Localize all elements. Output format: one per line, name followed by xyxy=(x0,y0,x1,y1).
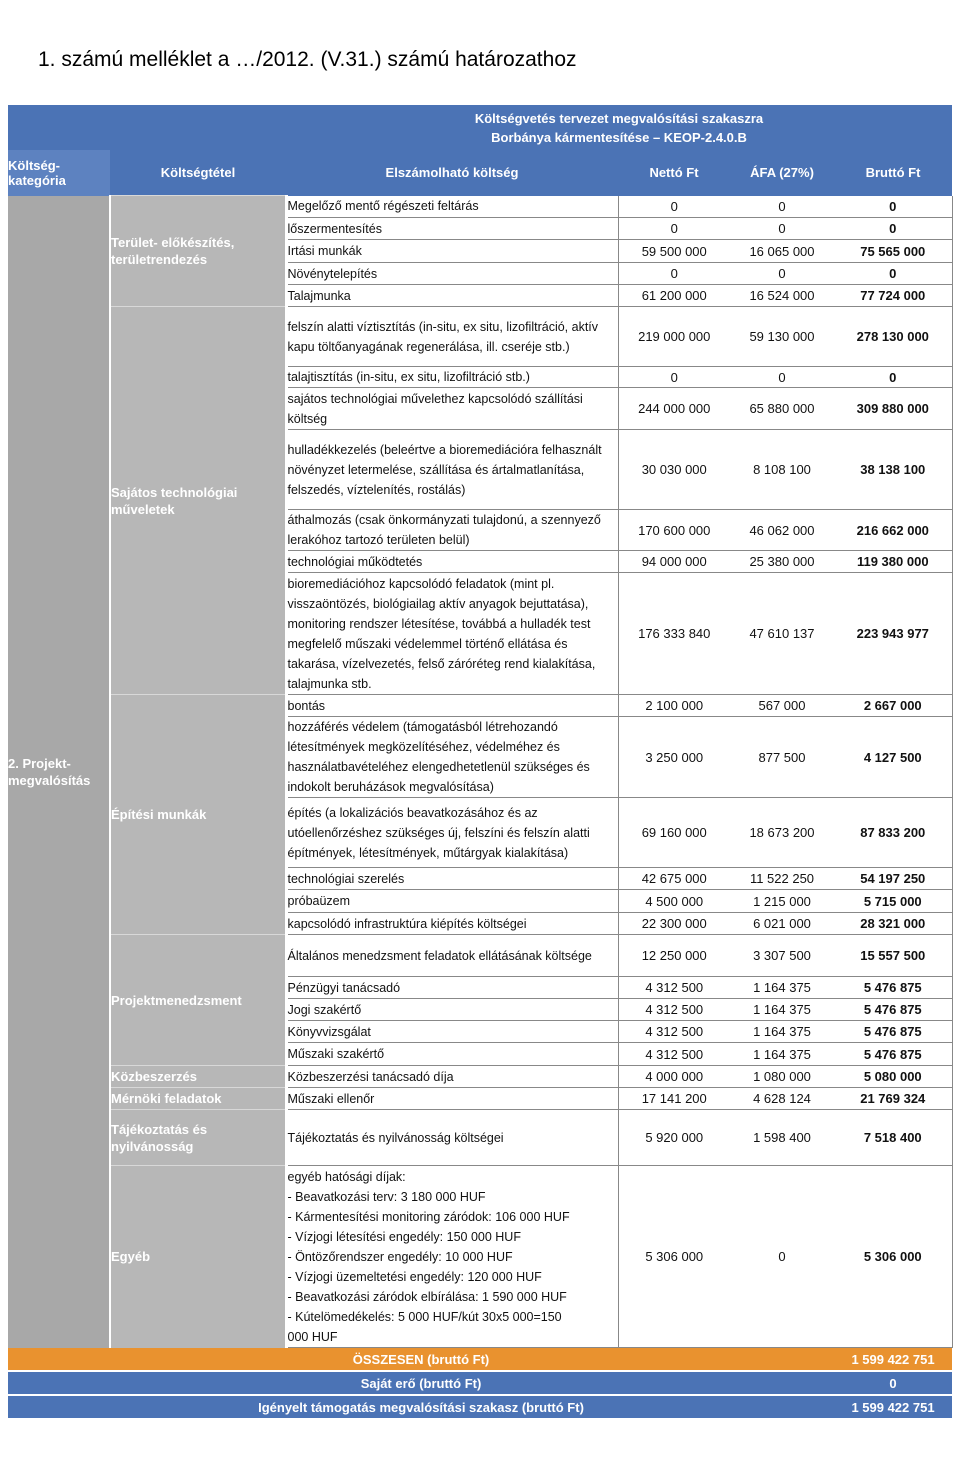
row-description: Közbeszerzési tanácsadó díja xyxy=(286,1066,618,1088)
row-netto: 17 141 200 xyxy=(618,1088,730,1110)
footer-sajat-value: 0 xyxy=(834,1371,952,1395)
row-brutto: 38 138 100 xyxy=(834,430,952,510)
banner-line-1: Költségvetés tervezet megvalósítási szakaszra xyxy=(474,110,764,126)
row-brutto: 54 197 250 xyxy=(834,868,952,890)
egyeb-line: 000 HUF xyxy=(287,1329,338,1344)
row-description: kapcsolódó infrastruktúra kiépítés költségei xyxy=(286,913,618,935)
row-brutto: 309 880 000 xyxy=(834,388,952,430)
row-netto: 0 xyxy=(618,367,730,388)
row-description: technológiai szerelés xyxy=(286,868,618,890)
row-afa: 567 000 xyxy=(730,695,834,717)
row-afa: 6 021 000 xyxy=(730,913,834,935)
row-brutto: 75 565 000 xyxy=(834,240,952,263)
row-brutto: 223 943 977 xyxy=(834,573,952,695)
row-description: Könyvvizsgálat xyxy=(286,1021,618,1043)
row-description: Jogi szakértő xyxy=(286,999,618,1021)
row-description: technológiai működtetés xyxy=(286,551,618,573)
row-brutto: 21 769 324 xyxy=(834,1088,952,1110)
row-netto: 4 500 000 xyxy=(618,890,730,913)
row-brutto: 87 833 200 xyxy=(834,798,952,868)
group-sajatos: Sajátos technológiai műveletek xyxy=(110,307,286,695)
row-brutto: 278 130 000 xyxy=(834,307,952,367)
row-description: bioremediációhoz kapcsolódó feladatok (mint pl. visszaöntözés, biológiailag aktív anyagok bejuttatása), monitoring rendszer létesítése, továbbá a hulladék test megfelelő műszaki védelemmel történő ellátása és takarása, vízelvezetés, felső záróréteg rend kialakítása, talajmunka stb. xyxy=(286,573,618,695)
header-row xyxy=(8,150,952,196)
row-afa: 46 062 000 xyxy=(730,510,834,551)
row-afa: 0 xyxy=(730,1166,834,1348)
row-afa: 0 xyxy=(730,196,834,218)
row-afa: 1 164 375 xyxy=(730,1021,834,1043)
row-description: Talajmunka xyxy=(286,285,618,307)
row-afa: 4 628 124 xyxy=(730,1088,834,1110)
row-netto: 176 333 840 xyxy=(618,573,730,695)
row-brutto: 15 557 500 xyxy=(834,935,952,977)
header-netto: Nettó Ft xyxy=(618,150,730,196)
row-description: bontás xyxy=(286,695,618,717)
row-description: Általános menedzsment feladatok ellátásának költsége xyxy=(286,935,618,977)
row-description: próbaüzem xyxy=(286,890,618,913)
row-brutto: 5 476 875 xyxy=(834,977,952,999)
table-row xyxy=(8,307,952,367)
row-afa: 8 108 100 xyxy=(730,430,834,510)
row-brutto: 0 xyxy=(834,263,952,285)
row-description: Növénytelepítés xyxy=(286,263,618,285)
table-row xyxy=(8,1110,952,1166)
page-title: 1. számú melléklet a …/2012. (V.31.) számú határozathoz xyxy=(38,48,577,71)
row-brutto: 5 080 000 xyxy=(834,1066,952,1088)
row-brutto: 5 476 875 xyxy=(834,1021,952,1043)
row-netto: 12 250 000 xyxy=(618,935,730,977)
header-afa: ÁFA (27%) xyxy=(730,150,834,196)
row-afa: 0 xyxy=(730,218,834,240)
group-egyeb: Egyéb xyxy=(110,1166,286,1348)
group-projektmenedzsment: Projektmenedzsment xyxy=(110,935,286,1066)
egyeb-line: - Beavatkozási terv: 3 180 000 HUF xyxy=(287,1189,486,1204)
row-afa: 47 610 137 xyxy=(730,573,834,695)
row-afa: 16 524 000 xyxy=(730,285,834,307)
row-description: hozzáférés védelem (támogatásból létrehozandó létesítmények megközelítéséhez, védelméhez és használatbavételéhez elengedhetetlenül szükséges és indokolt beruházások megvalósítása) xyxy=(286,717,618,798)
budget-table xyxy=(8,105,953,1420)
table-row xyxy=(8,935,952,977)
table-banner xyxy=(286,105,952,150)
row-brutto: 0 xyxy=(834,367,952,388)
row-netto: 22 300 000 xyxy=(618,913,730,935)
row-netto: 3 250 000 xyxy=(618,717,730,798)
footer-osszesen-value: 1 599 422 751 xyxy=(834,1348,952,1372)
header-brutto: Bruttó Ft xyxy=(834,150,952,196)
footer-osszesen-label: ÖSSZESEN (bruttó Ft) xyxy=(8,1348,834,1372)
row-description: Irtási munkák xyxy=(286,240,618,263)
row-afa: 1 215 000 xyxy=(730,890,834,913)
table-row xyxy=(8,1066,952,1088)
footer-igenyelt-row xyxy=(8,1395,952,1419)
footer-igenyelt-label: Igényelt támogatás megvalósítási szakasz (bruttó Ft) xyxy=(8,1395,834,1419)
egyeb-line: - Öntözőrendszer engedély: 10 000 HUF xyxy=(287,1249,513,1264)
row-afa: 25 380 000 xyxy=(730,551,834,573)
row-netto: 4 000 000 xyxy=(618,1066,730,1088)
row-afa: 59 130 000 xyxy=(730,307,834,367)
row-afa: 1 164 375 xyxy=(730,999,834,1021)
row-afa: 1 598 400 xyxy=(730,1110,834,1166)
group-mernoki: Mérnöki feladatok xyxy=(110,1088,286,1110)
row-description: talajtisztítás (in-situ, ex situ, lizofiltráció stb.) xyxy=(286,367,618,388)
table-row xyxy=(8,695,952,717)
row-afa: 11 522 250 xyxy=(730,868,834,890)
table-row xyxy=(8,1088,952,1110)
row-afa: 1 164 375 xyxy=(730,1043,834,1066)
group-epitesi: Építési munkák xyxy=(110,695,286,935)
group-kozbeszerzes: Közbeszerzés xyxy=(110,1066,286,1088)
footer-osszesen-row xyxy=(8,1348,952,1372)
footer-sajat-label: Saját erő (bruttó Ft) xyxy=(8,1371,834,1395)
egyeb-line: egyéb hatósági díjak: xyxy=(287,1169,406,1184)
row-description: Megelőző mentő régészeti feltárás xyxy=(286,196,618,218)
row-brutto: 5 306 000 xyxy=(834,1166,952,1348)
row-netto: 219 000 000 xyxy=(618,307,730,367)
group-tajekoztatas: Tájékoztatás és nyilvánosság xyxy=(110,1110,286,1166)
row-netto: 4 312 500 xyxy=(618,1043,730,1066)
row-brutto: 4 127 500 xyxy=(834,717,952,798)
header-tetel: Költségtétel xyxy=(110,150,286,196)
row-afa: 877 500 xyxy=(730,717,834,798)
row-description: lőszermentesítés xyxy=(286,218,618,240)
table-row xyxy=(8,196,952,218)
row-netto: 61 200 000 xyxy=(618,285,730,307)
row-netto: 4 312 500 xyxy=(618,1021,730,1043)
row-description xyxy=(286,1166,618,1348)
row-brutto: 5 476 875 xyxy=(834,1043,952,1066)
row-description: áthalmozás (csak önkormányzati tulajdonú, a szennyező lerakóhoz tartozó területen belül) xyxy=(286,510,618,551)
row-description: Műszaki szakértő xyxy=(286,1043,618,1066)
row-netto: 0 xyxy=(618,196,730,218)
row-afa: 1 080 000 xyxy=(730,1066,834,1088)
row-brutto: 119 380 000 xyxy=(834,551,952,573)
row-netto: 0 xyxy=(618,263,730,285)
row-netto: 69 160 000 xyxy=(618,798,730,868)
table-row xyxy=(8,1166,952,1348)
row-afa: 1 164 375 xyxy=(730,977,834,999)
header-elszamolhato: Elszámolható költség xyxy=(286,150,618,196)
group-terulet: Terület- előkészítés, területrendezés xyxy=(110,196,286,307)
banner-line-2: Borbánya kármentesítése – KEOP-2.4.0.B xyxy=(491,129,747,145)
row-brutto: 28 321 000 xyxy=(834,913,952,935)
row-brutto: 5 476 875 xyxy=(834,999,952,1021)
row-netto: 30 030 000 xyxy=(618,430,730,510)
row-brutto: 7 518 400 xyxy=(834,1110,952,1166)
row-netto: 170 600 000 xyxy=(618,510,730,551)
egyeb-line: - Vízjogi létesítési engedély: 150 000 HUF xyxy=(287,1229,521,1244)
category-cell: 2. Projekt-megvalósítás xyxy=(8,196,110,1348)
row-afa: 0 xyxy=(730,263,834,285)
row-description: Tájékoztatás és nyilvánosság költségei xyxy=(286,1110,618,1166)
row-netto: 244 000 000 xyxy=(618,388,730,430)
row-netto: 59 500 000 xyxy=(618,240,730,263)
footer-sajat-row xyxy=(8,1371,952,1395)
row-brutto: 216 662 000 xyxy=(834,510,952,551)
row-brutto: 0 xyxy=(834,218,952,240)
row-netto: 0 xyxy=(618,218,730,240)
row-afa: 0 xyxy=(730,367,834,388)
footer-igenyelt-value: 1 599 422 751 xyxy=(834,1395,952,1419)
row-afa: 18 673 200 xyxy=(730,798,834,868)
row-description: sajátos technológiai művelethez kapcsolódó szállítási költség xyxy=(286,388,618,430)
row-afa: 65 880 000 xyxy=(730,388,834,430)
row-netto: 2 100 000 xyxy=(618,695,730,717)
row-brutto: 5 715 000 xyxy=(834,890,952,913)
egyeb-line: - Kútelömedékelés: 5 000 HUF/kút 30x5 000=150 xyxy=(287,1309,562,1324)
row-description: Műszaki ellenőr xyxy=(286,1088,618,1110)
row-afa: 16 065 000 xyxy=(730,240,834,263)
row-brutto: 0 xyxy=(834,196,952,218)
row-afa: 3 307 500 xyxy=(730,935,834,977)
row-netto: 94 000 000 xyxy=(618,551,730,573)
row-brutto: 77 724 000 xyxy=(834,285,952,307)
row-description: hulladékkezelés (beleértve a bioremediációra felhasznált növényzet letermelése, szállítása és ártalmatlanítása, felszedés, víztelenítés, rostálás) xyxy=(286,430,618,510)
row-netto: 5 306 000 xyxy=(618,1166,730,1348)
egyeb-line: - Kármentesítési monitoring záródok: 106 000 HUF xyxy=(287,1209,570,1224)
row-netto: 42 675 000 xyxy=(618,868,730,890)
row-description: építés (a lokalizációs beavatkozásához és az utóellenőrzéshez szükséges új, felszíni és felszín alatti építmények, létesítmények, műtárgyak kialakítása) xyxy=(286,798,618,868)
row-description: Pénzügyi tanácsadó xyxy=(286,977,618,999)
egyeb-line: - Vízjogi üzemeltetési engedély: 120 000 HUF xyxy=(287,1269,542,1284)
row-netto: 5 920 000 xyxy=(618,1110,730,1166)
row-description: felszín alatti víztisztítás (in-situ, ex situ, lizofiltráció, aktív kapu töltőanyagának regenerálása, ill. cseréje stb.) xyxy=(286,307,618,367)
row-brutto: 2 667 000 xyxy=(834,695,952,717)
row-netto: 4 312 500 xyxy=(618,999,730,1021)
egyeb-line: - Beavatkozási záródok elbírálása: 1 590 000 HUF xyxy=(287,1289,567,1304)
header-kategoria: Költség-kategória xyxy=(8,150,110,196)
row-netto: 4 312 500 xyxy=(618,977,730,999)
